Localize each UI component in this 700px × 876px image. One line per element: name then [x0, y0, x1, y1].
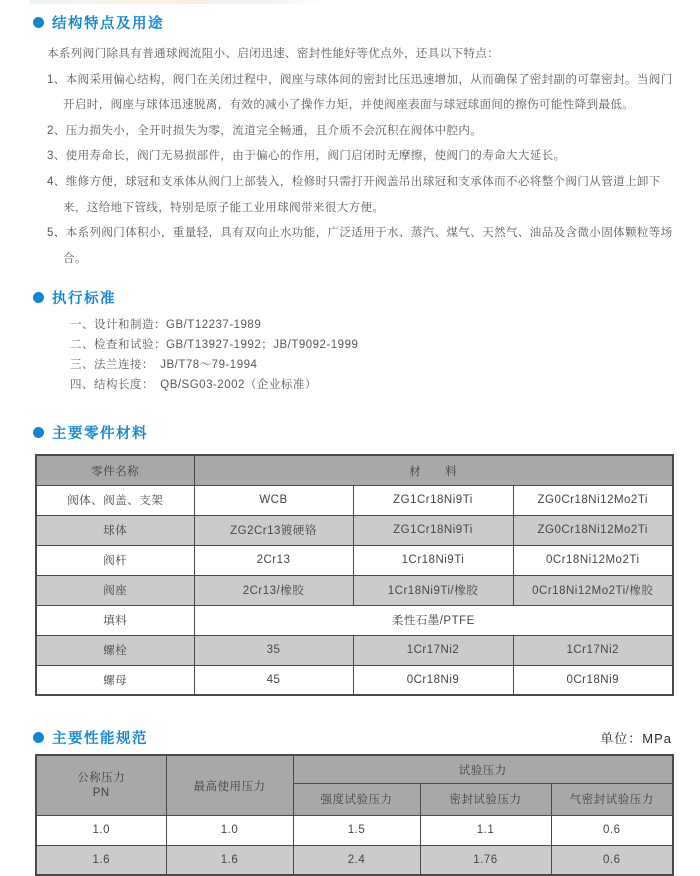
table-row	[36, 575, 673, 605]
table-row	[36, 845, 673, 875]
performance-header-row-top	[36, 755, 673, 783]
features-body	[47, 42, 674, 272]
header-seal-test: 密封试验压力	[420, 783, 551, 815]
feature-item-5: 5、本系列阀门体积小，重量轻，具有双向止水功能，广泛适用于水、蒸汽、煤气、天然气、油品及含微小固体颗粒等场合。	[47, 227, 673, 265]
cell-material: 45	[194, 665, 353, 695]
bullet-dot-icon	[33, 427, 44, 438]
cell-value: 1.76	[420, 845, 551, 875]
features-intro: 本系列阀门除具有普通球阀流阻小、启闭迅速、密封性能好等优点外，还具以下特点：	[47, 48, 500, 60]
performance-header-row	[0, 727, 672, 748]
cell-material: 0Cr18Ni9	[513, 665, 673, 695]
cell-value: 1.6	[166, 845, 293, 875]
unit-label: 单位：MPa	[600, 731, 672, 747]
cell-material: ZG1Cr18Ni9Ti	[353, 515, 513, 545]
cell-part-name: 阀座	[36, 575, 194, 605]
standards-body	[70, 315, 700, 395]
bullet-dot-icon	[33, 292, 44, 303]
feature-item-4: 4、维修方便，球冠和支承体从阀门上部装入，检修时只需打开阀盖吊出球冠和支承体而不必将整个阀门从管道上卸下来，这给地下管线，特别是原子能工业用球阀带来很大方便。	[47, 175, 661, 214]
table-row	[36, 485, 673, 515]
header-nominal-pressure-label: 公称压力	[77, 771, 126, 784]
standard-item-3: 三、法兰连接： JB/T78～79-1994	[70, 359, 258, 372]
section-features	[0, 0, 700, 272]
section-performance	[0, 727, 700, 876]
cell-value: 1.5	[293, 815, 420, 845]
cell-part-name: 球体	[36, 515, 194, 545]
bullet-dot-icon	[33, 17, 44, 28]
cell-material: 1Cr17Ni2	[513, 635, 673, 665]
section-header-features	[33, 12, 700, 33]
cell-material: ZG0Cr18Ni12Mo2Ti	[513, 515, 673, 545]
cell-material: 2Cr13	[194, 545, 353, 575]
section-header-performance	[33, 727, 148, 748]
cropped-banner-remnant	[30, 0, 326, 4]
section-header-standards	[33, 287, 700, 308]
standard-item-4: 四、结构长度： QB/SG03-2002（企业标准）	[70, 379, 317, 392]
cell-material: 0Cr18Ni12Mo2Ti/橡胶	[513, 575, 673, 605]
performance-table	[35, 754, 674, 876]
cell-part-name: 填料	[36, 605, 194, 635]
header-max-working-pressure: 最高使用压力	[166, 755, 293, 815]
cell-material: 1Cr18Ni9Ti	[353, 545, 513, 575]
header-air-seal-test: 气密封试验压力	[551, 783, 673, 815]
standard-item-2: 二、检查和试验：GB/T13927-1992；JB/T9092-1999	[70, 339, 359, 352]
cell-material: 0Cr18Ni9	[353, 665, 513, 695]
cell-material: 柔性石墨/PTFE	[194, 605, 673, 635]
cell-value: 1.1	[420, 815, 551, 845]
table-row	[36, 635, 673, 665]
cell-material: 2Cr13/橡胶	[194, 575, 353, 605]
cell-material: ZG0Cr18Ni12Mo2Ti	[513, 485, 673, 515]
header-nominal-pressure	[36, 755, 166, 815]
cell-value: 2.4	[293, 845, 420, 875]
header-test-pressure-group: 试验压力	[293, 755, 673, 783]
section-title-performance: 主要性能规范	[52, 731, 148, 748]
cell-material: 0Cr18Ni12Mo2Ti	[513, 545, 673, 575]
cell-value: 0.6	[551, 845, 673, 875]
materials-header-material: 材 料	[194, 455, 673, 485]
materials-table	[35, 454, 674, 696]
table-row	[36, 605, 673, 635]
feature-item-3: 3、使用寿命长，阀门无易损部件，由于偏心的作用，阀门启闭时无摩擦，使阀门的寿命大大延长。	[47, 150, 566, 163]
section-title-standards: 执行标准	[52, 291, 116, 308]
cell-value: 1.0	[36, 815, 166, 845]
table-row	[36, 545, 673, 575]
feature-item-2: 2、压力损失小，全开时损失为零，流道完全畅通，且介质不会沉积在阀体中腔内。	[47, 124, 483, 137]
cell-value: 1.6	[36, 845, 166, 875]
section-title-materials: 主要零件材料	[52, 426, 148, 443]
cell-value: 0.6	[551, 815, 673, 845]
cell-material: WCB	[194, 485, 353, 515]
cell-value: 1.0	[166, 815, 293, 845]
cell-part-name: 阀体、阀盖、支架	[36, 485, 194, 515]
header-pn-label: PN	[92, 786, 110, 799]
header-strength-test: 强度试验压力	[293, 783, 420, 815]
bullet-dot-icon	[33, 732, 44, 743]
cell-part-name: 螺母	[36, 665, 194, 695]
section-standards	[0, 287, 700, 395]
materials-header-row	[36, 455, 673, 485]
cell-material: ZG2Cr13镀硬铬	[194, 515, 353, 545]
materials-header-part: 零件名称	[36, 455, 194, 485]
section-title-features: 结构特点及用途	[52, 16, 164, 32]
cell-material: 1Cr17Ni2	[353, 635, 513, 665]
standard-item-1: 一、设计和制造：GB/T12237-1989	[70, 319, 262, 332]
section-header-materials	[33, 422, 700, 443]
feature-item-1: 1、本阀采用偏心结构，阀门在关闭过程中，阀座与球体间的密封比压迅速增加，从而确保了密封副的可靠密封。当阀门开启时，阀座与球体迅速脱离，有效的减小了操作力矩，并使阀座表面与球冠球面间的擦伤可能性降到最低。	[47, 73, 673, 112]
cell-material: 35	[194, 635, 353, 665]
cell-material: ZG1Cr18Ni9Ti	[353, 485, 513, 515]
cell-part-name: 螺栓	[36, 635, 194, 665]
section-materials	[0, 422, 700, 696]
cell-part-name: 阀杆	[36, 545, 194, 575]
cell-material: 1Cr18Ni9Ti/橡胶	[353, 575, 513, 605]
table-row	[36, 665, 673, 695]
table-row	[36, 515, 673, 545]
